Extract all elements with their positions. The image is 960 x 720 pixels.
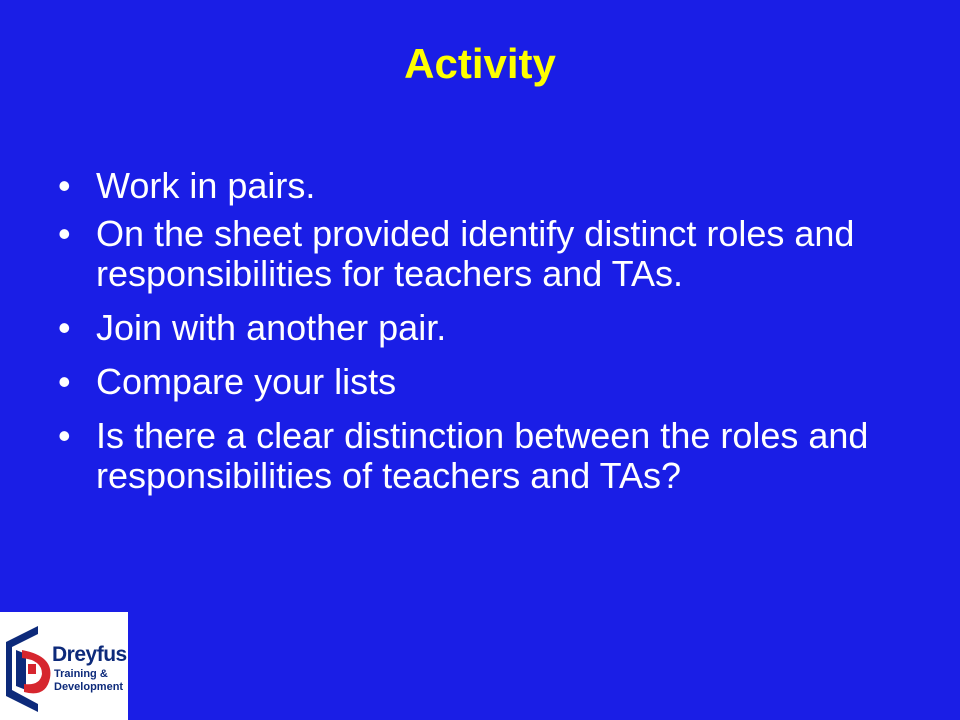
bullet-item: [58, 214, 918, 294]
logo-subtitle-line: Development: [54, 681, 124, 693]
slide-title: Activity: [404, 40, 556, 87]
bullet-list: [58, 166, 918, 508]
logo-subtitle: [54, 668, 123, 694]
bullet-glyph: •: [58, 213, 71, 254]
logo-subtitle-line: Training &: [54, 668, 108, 680]
bullet-glyph: •: [58, 361, 71, 402]
bullet-item: [58, 362, 918, 402]
bullet-text: Compare your lists: [96, 361, 397, 402]
bullet-item: [58, 166, 918, 206]
bullet-item: [58, 308, 918, 348]
bullet-glyph: •: [58, 415, 71, 456]
logo-name: Dreyfus: [52, 643, 127, 666]
bullet-text: Is there a clear distinction between the roles and responsibilities of teachers and TAs?: [96, 415, 869, 496]
bullet-text: Join with another pair.: [96, 307, 447, 348]
dreyfus-d-logo-icon: [2, 620, 54, 714]
dreyfus-logo: [0, 612, 128, 720]
bullet-glyph: •: [58, 165, 71, 206]
bullet-item: [58, 416, 918, 496]
bullet-text: Work in pairs.: [96, 165, 316, 206]
bullet-glyph: •: [58, 307, 71, 348]
bullet-text: On the sheet provided identify distinct roles and responsibilities for teachers and TAs.: [96, 213, 855, 294]
